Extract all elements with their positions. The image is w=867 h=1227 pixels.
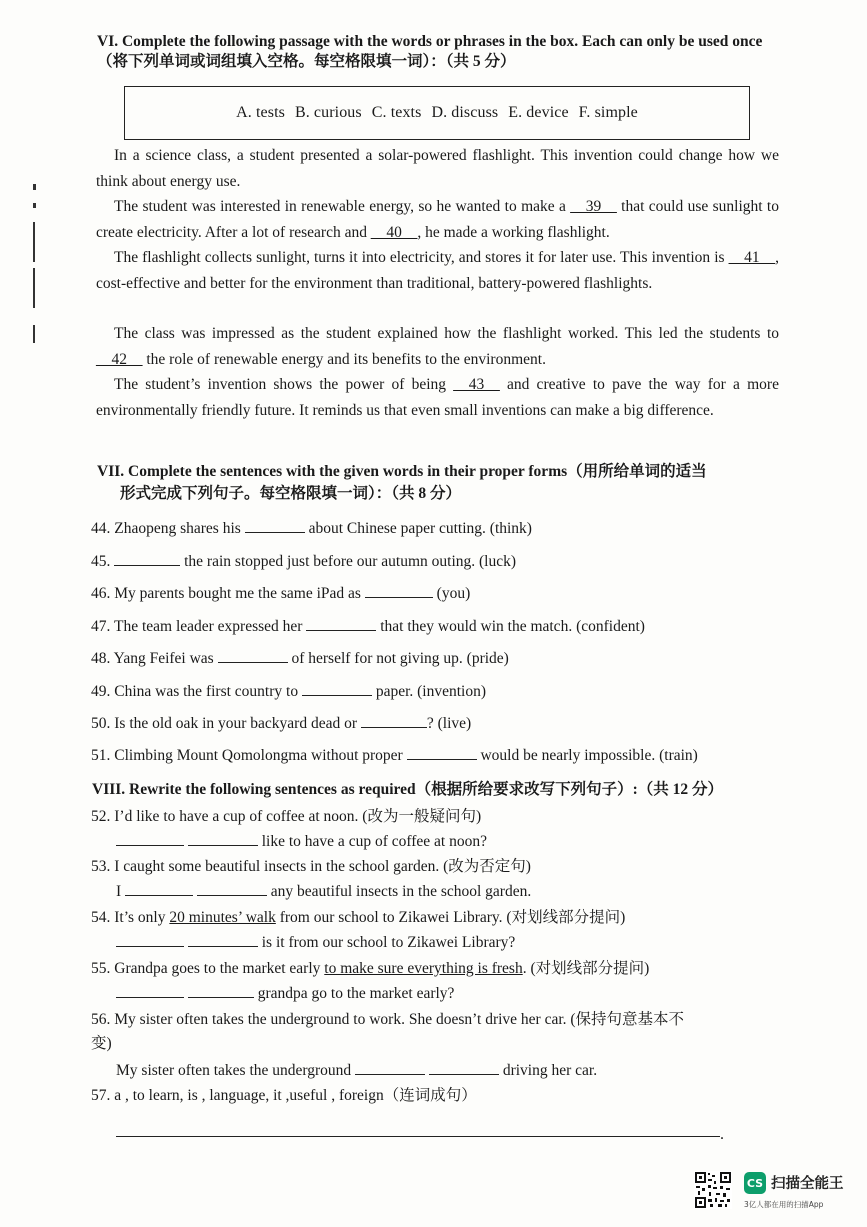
answer-blank-49[interactable] [302,681,372,696]
text: , cost-effective and better for the environment than traditional, battery-powered flashlights. [96,249,779,292]
question-55 [91,958,791,980]
answer-blank-44[interactable] [245,518,305,533]
text: (you) [432,585,471,602]
answer-line-57[interactable] [116,1136,720,1137]
answer-blank-56b[interactable] [429,1060,499,1075]
text: 47. The team leader expressed her [91,618,307,635]
answer-blank-52b[interactable] [188,831,258,846]
passage-paragraph-2 [96,194,779,245]
text: that they would win the match. (confident) [376,618,645,635]
question-50 [91,713,791,735]
question-55-rewrite [116,983,454,1005]
text: is it from our school to Zikawei Library? [257,934,516,951]
question-53-rewrite [116,881,531,903]
qr-code-icon [694,1171,732,1209]
text: I [116,883,126,900]
question-57: 57. a , to learn, is , language, it ,useful , foreign（连词成句） [91,1087,477,1104]
text: that could use sunlight to create electricity. After a lot of research and [96,198,779,241]
blank-39[interactable]: __39__ [570,198,617,215]
text: 44. Zhaopeng shares his [91,520,245,537]
question-52-rewrite [116,831,487,853]
answer-blank-52a[interactable] [116,831,184,846]
text: 46. My parents bought me the same iPad as [91,585,365,602]
period-mark: . [720,1126,724,1143]
text: driving her car. [498,1062,598,1079]
text: . (对划线部分提问) [522,960,650,977]
section8-title: VIII. Rewrite the following sentences as required（根据所给要求改写下列句子）:（共 12 分） [92,781,724,798]
text: would be nearly impossible. (train) [476,747,698,764]
answer-blank-45[interactable] [114,551,180,566]
answer-blank-53a[interactable] [125,881,193,896]
text: about Chinese paper cutting. (think) [304,520,532,537]
answer-blank-54b[interactable] [188,932,258,947]
option-c: C. texts [371,104,422,121]
option-b: B. curious [294,104,362,121]
word-box [124,86,750,140]
section6-title: VI. Complete the following passage with the words or phrases in the box. Each can only be used once（将下列单词或词组填入空格。每空格限填一词）：（共 5 分） [97,33,763,70]
watermark-app-name: 扫描全能王 [771,1176,844,1192]
answer-blank-55a[interactable] [116,983,184,998]
text: of herself for not giving up. (pride) [287,650,509,667]
option-f: F. simple [578,104,638,121]
question-47 [91,616,791,638]
blank-42[interactable]: __42__ [96,350,143,368]
section7-title-line1: VII. Complete the sentences with the given words in their proper forms（用所给单词的适当 [97,463,707,480]
watermark-tagline: 3亿人都在用的扫描App [744,1200,824,1209]
blank-40[interactable]: __40__ [370,223,418,241]
text: 45. [91,553,115,570]
answer-blank-51[interactable] [407,745,477,760]
question-53: 53. I caught some beautiful insects in the school garden. (改为否定句) [91,858,531,875]
passage-paragraph-1: In a science class, a student presented a solar-powered flashlight. This invention could change how we think about energy use. [96,147,779,190]
section7-title-line2: 形式完成下列句子。每空格限填一词）：（共 8 分） [120,485,462,502]
text: paper. (invention) [371,683,487,700]
passage-paragraph-5 [96,372,779,423]
text: ? (live) [426,715,472,732]
option-a: A. tests [236,104,285,121]
text: the rain stopped just before our autumn outing. (luck) [180,553,517,570]
question-54 [91,907,791,929]
answer-blank-56a[interactable] [355,1060,425,1075]
question-46 [91,583,791,605]
text: 49. China was the first country to [91,683,302,700]
question-45 [91,551,791,573]
answer-blank-55b[interactable] [188,983,254,998]
text: like to have a cup of coffee at noon? [257,833,487,850]
question-56-line1: 56. My sister often takes the underground to work. She doesn’t drive her car. (保持句意基本不 [91,1011,685,1028]
answer-blank-46[interactable] [365,583,433,598]
text: The flashlight collects sunlight, turns it into electricity, and stores it for later use. This invention is [114,249,729,266]
passage-paragraph-3 [96,245,779,296]
text: the role of renewable energy and its benefits to the environment. [142,350,546,368]
question-56-line2: 变) [91,1035,112,1052]
text: any beautiful insects in the school garden. [266,883,532,900]
blank-43[interactable]: __43__ [453,376,500,393]
question-54-rewrite [116,932,515,954]
text: The student was interested in renewable energy, so he wanted to make a [114,198,571,215]
answer-blank-53b[interactable] [197,881,267,896]
margin-mark [33,222,35,262]
question-51 [91,745,791,767]
text: , he made a working flashlight. [417,223,610,241]
answer-blank-47[interactable] [306,616,376,631]
text: grandpa go to the market early? [253,985,455,1002]
camscanner-logo-icon: CS [744,1172,766,1194]
underlined-part: to make sure everything is fresh [324,960,523,977]
text: The student’s invention shows the power of being [114,376,454,393]
margin-mark [33,203,36,208]
option-d: D. discuss [431,104,499,121]
text: 51. Climbing Mount Qomolongma without proper [91,747,407,764]
question-49 [91,681,791,703]
answer-blank-54a[interactable] [116,932,184,947]
text: from our school to Zikawei Library. (对划线部分提问) [275,909,626,926]
underlined-part: 20 minutes’ walk [169,909,276,926]
margin-mark [33,268,35,308]
text: 54. It’s only [91,909,170,926]
text: The class was impressed as the student explained how the flashlight worked. This led the students to [114,325,779,342]
option-e: E. device [508,104,569,121]
answer-blank-50[interactable] [361,713,427,728]
question-56-rewrite [116,1060,597,1082]
answer-blank-48[interactable] [218,648,288,663]
question-44 [91,518,791,540]
question-48 [91,648,791,670]
margin-mark [33,184,36,190]
margin-mark [33,325,35,343]
question-52: 52. I’d like to have a cup of coffee at noon. (改为一般疑问句) [91,808,482,825]
text: My sister often takes the underground [116,1062,356,1079]
text: and creative to pave the way for a more environmentally friendly future. It reminds us that even small inventions can make a big difference. [96,376,779,419]
text: 50. Is the old oak in your backyard dead or [91,715,361,732]
blank-41[interactable]: __41__ [728,249,776,266]
text: 55. Grandpa goes to the market early [91,960,325,977]
passage-paragraph-4 [96,321,779,372]
text: 48. Yang Feifei was [91,650,218,667]
